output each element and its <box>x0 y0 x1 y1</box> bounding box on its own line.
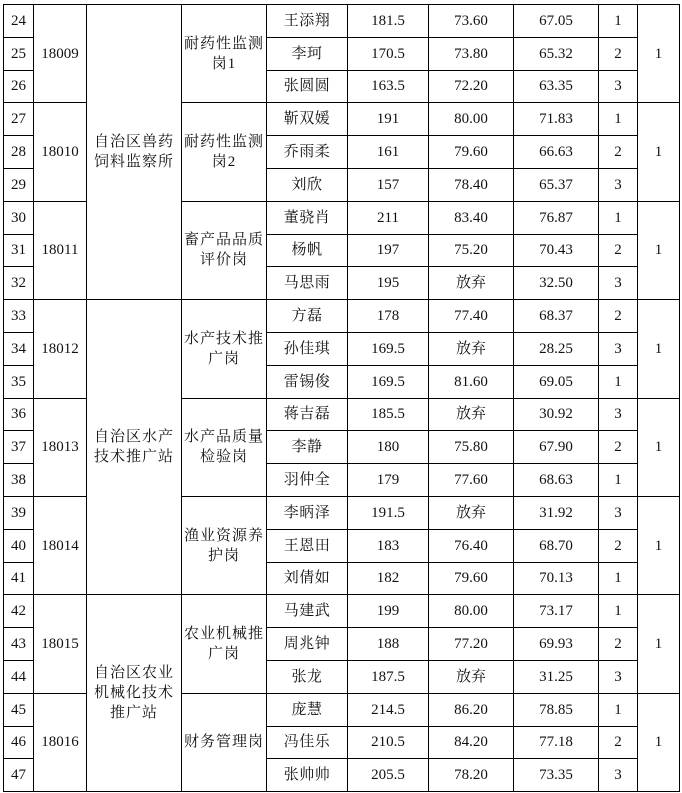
candidate-name-cell: 张帅帅 <box>267 759 348 792</box>
results-table <box>3 4 680 792</box>
interview-score-cell: 72.20 <box>429 70 514 103</box>
post-name-cell: 农业机械推广岗 <box>182 595 267 693</box>
interview-score-cell: 73.60 <box>429 5 514 38</box>
written-score-cell: 170.5 <box>348 37 429 70</box>
written-score-cell: 185.5 <box>348 398 429 431</box>
candidate-name-cell: 李昞泽 <box>267 496 348 529</box>
row-number-cell: 46 <box>4 726 34 759</box>
rank-cell: 3 <box>599 267 638 300</box>
interview-score-cell: 放弃 <box>429 267 514 300</box>
candidate-name-cell: 周兆钟 <box>267 628 348 661</box>
written-score-cell: 169.5 <box>348 365 429 398</box>
total-score-cell: 71.83 <box>514 103 599 136</box>
total-score-cell: 28.25 <box>514 332 599 365</box>
row-number-cell: 39 <box>4 496 34 529</box>
written-score-cell: 205.5 <box>348 759 429 792</box>
total-score-cell: 67.90 <box>514 431 599 464</box>
rank-cell: 3 <box>599 332 638 365</box>
candidate-name-cell: 李珂 <box>267 37 348 70</box>
written-score-cell: 163.5 <box>348 70 429 103</box>
post-name-cell: 耐药性监测岗1 <box>182 5 267 103</box>
written-score-cell: 178 <box>348 300 429 333</box>
interview-score-cell: 78.40 <box>429 168 514 201</box>
rank-cell: 1 <box>599 464 638 497</box>
interview-score-cell: 83.40 <box>429 201 514 234</box>
total-score-cell: 63.35 <box>514 70 599 103</box>
row-number-cell: 43 <box>4 628 34 661</box>
total-score-cell: 31.25 <box>514 660 599 693</box>
position-code-cell: 18012 <box>34 300 87 398</box>
post-name-cell: 渔业资源养护岗 <box>182 496 267 594</box>
interview-score-cell: 84.20 <box>429 726 514 759</box>
total-score-cell: 68.63 <box>514 464 599 497</box>
rank-cell: 3 <box>599 70 638 103</box>
interview-score-cell: 79.60 <box>429 562 514 595</box>
rank-cell: 3 <box>599 168 638 201</box>
row-number-cell: 44 <box>4 660 34 693</box>
row-number-cell: 38 <box>4 464 34 497</box>
total-score-cell: 69.05 <box>514 365 599 398</box>
written-score-cell: 195 <box>348 267 429 300</box>
quota-cell: 1 <box>638 5 680 103</box>
interview-score-cell: 75.20 <box>429 234 514 267</box>
candidate-name-cell: 蒋吉磊 <box>267 398 348 431</box>
total-score-cell: 73.17 <box>514 595 599 628</box>
candidate-name-cell: 马思雨 <box>267 267 348 300</box>
written-score-cell: 179 <box>348 464 429 497</box>
written-score-cell: 210.5 <box>348 726 429 759</box>
unit-name-cell: 自治区水产技术推广站 <box>87 300 182 595</box>
interview-score-cell: 77.20 <box>429 628 514 661</box>
candidate-name-cell: 杨帆 <box>267 234 348 267</box>
quota-cell: 1 <box>638 398 680 496</box>
interview-score-cell: 79.60 <box>429 136 514 169</box>
post-name-cell: 畜产品品质评价岗 <box>182 201 267 299</box>
candidate-name-cell: 乔雨柔 <box>267 136 348 169</box>
candidate-name-cell: 冯佳乐 <box>267 726 348 759</box>
row-number-cell: 29 <box>4 168 34 201</box>
interview-score-cell: 80.00 <box>429 595 514 628</box>
candidate-name-cell: 张圆圆 <box>267 70 348 103</box>
total-score-cell: 73.35 <box>514 759 599 792</box>
candidate-name-cell: 庞慧 <box>267 693 348 726</box>
candidate-name-cell: 张龙 <box>267 660 348 693</box>
written-score-cell: 187.5 <box>348 660 429 693</box>
post-name-cell: 水产技术推广岗 <box>182 300 267 398</box>
quota-cell: 1 <box>638 595 680 693</box>
interview-score-cell: 放弃 <box>429 398 514 431</box>
interview-score-cell: 80.00 <box>429 103 514 136</box>
position-code-cell: 18016 <box>34 693 87 791</box>
row-number-cell: 40 <box>4 529 34 562</box>
total-score-cell: 76.87 <box>514 201 599 234</box>
written-score-cell: 211 <box>348 201 429 234</box>
written-score-cell: 183 <box>348 529 429 562</box>
interview-score-cell: 77.40 <box>429 300 514 333</box>
total-score-cell: 30.92 <box>514 398 599 431</box>
row-number-cell: 28 <box>4 136 34 169</box>
written-score-cell: 191.5 <box>348 496 429 529</box>
total-score-cell: 66.63 <box>514 136 599 169</box>
total-score-cell: 31.92 <box>514 496 599 529</box>
row-number-cell: 45 <box>4 693 34 726</box>
quota-cell: 1 <box>638 201 680 299</box>
written-score-cell: 199 <box>348 595 429 628</box>
candidate-name-cell: 雷锡俊 <box>267 365 348 398</box>
quota-cell: 1 <box>638 693 680 791</box>
total-score-cell: 77.18 <box>514 726 599 759</box>
interview-score-cell: 76.40 <box>429 529 514 562</box>
unit-name-cell: 自治区兽药饲料监察所 <box>87 5 182 300</box>
quota-cell: 1 <box>638 496 680 594</box>
candidate-name-cell: 马建武 <box>267 595 348 628</box>
row-number-cell: 41 <box>4 562 34 595</box>
position-code-cell: 18010 <box>34 103 87 201</box>
rank-cell: 2 <box>599 234 638 267</box>
rank-cell: 2 <box>599 136 638 169</box>
unit-name-cell: 自治区农业机械化技术推广站 <box>87 595 182 792</box>
written-score-cell: 181.5 <box>348 5 429 38</box>
quota-cell: 1 <box>638 103 680 201</box>
candidate-name-cell: 方磊 <box>267 300 348 333</box>
row-number-cell: 36 <box>4 398 34 431</box>
rank-cell: 2 <box>599 300 638 333</box>
position-code-cell: 18013 <box>34 398 87 496</box>
interview-score-cell: 73.80 <box>429 37 514 70</box>
rank-cell: 2 <box>599 628 638 661</box>
interview-score-cell: 86.20 <box>429 693 514 726</box>
post-name-cell: 耐药性监测岗2 <box>182 103 267 201</box>
interview-score-cell: 78.20 <box>429 759 514 792</box>
interview-score-cell: 放弃 <box>429 660 514 693</box>
row-number-cell: 24 <box>4 5 34 38</box>
row-number-cell: 37 <box>4 431 34 464</box>
written-score-cell: 161 <box>348 136 429 169</box>
row-number-cell: 35 <box>4 365 34 398</box>
quota-cell: 1 <box>638 300 680 398</box>
total-score-cell: 67.05 <box>514 5 599 38</box>
total-score-cell: 70.13 <box>514 562 599 595</box>
written-score-cell: 157 <box>348 168 429 201</box>
total-score-cell: 65.32 <box>514 37 599 70</box>
rank-cell: 3 <box>599 660 638 693</box>
row-number-cell: 26 <box>4 70 34 103</box>
position-code-cell: 18015 <box>34 595 87 693</box>
total-score-cell: 69.93 <box>514 628 599 661</box>
interview-score-cell: 放弃 <box>429 496 514 529</box>
candidate-name-cell: 孙佳琪 <box>267 332 348 365</box>
rank-cell: 3 <box>599 398 638 431</box>
row-number-cell: 34 <box>4 332 34 365</box>
interview-score-cell: 放弃 <box>429 332 514 365</box>
written-score-cell: 182 <box>348 562 429 595</box>
row-number-cell: 33 <box>4 300 34 333</box>
rank-cell: 2 <box>599 37 638 70</box>
candidate-name-cell: 董骁肖 <box>267 201 348 234</box>
rank-cell: 1 <box>599 693 638 726</box>
rank-cell: 1 <box>599 201 638 234</box>
post-name-cell: 水产品质量检验岗 <box>182 398 267 496</box>
candidate-name-cell: 靳双媛 <box>267 103 348 136</box>
row-number-cell: 27 <box>4 103 34 136</box>
rank-cell: 1 <box>599 562 638 595</box>
row-number-cell: 32 <box>4 267 34 300</box>
interview-score-cell: 81.60 <box>429 365 514 398</box>
interview-score-cell: 77.60 <box>429 464 514 497</box>
row-number-cell: 31 <box>4 234 34 267</box>
total-score-cell: 65.37 <box>514 168 599 201</box>
candidate-name-cell: 王恩田 <box>267 529 348 562</box>
position-code-cell: 18011 <box>34 201 87 299</box>
candidate-name-cell: 王添翔 <box>267 5 348 38</box>
written-score-cell: 197 <box>348 234 429 267</box>
interview-score-cell: 75.80 <box>429 431 514 464</box>
row-number-cell: 30 <box>4 201 34 234</box>
post-name-cell: 财务管理岗 <box>182 693 267 791</box>
total-score-cell: 70.43 <box>514 234 599 267</box>
rank-cell: 3 <box>599 759 638 792</box>
candidate-name-cell: 李静 <box>267 431 348 464</box>
rank-cell: 1 <box>599 5 638 38</box>
written-score-cell: 191 <box>348 103 429 136</box>
table-row <box>4 595 680 628</box>
results-sheet <box>3 4 679 792</box>
rank-cell: 2 <box>599 431 638 464</box>
candidate-name-cell: 羽仲全 <box>267 464 348 497</box>
candidate-name-cell: 刘欣 <box>267 168 348 201</box>
total-score-cell: 68.37 <box>514 300 599 333</box>
row-number-cell: 42 <box>4 595 34 628</box>
total-score-cell: 68.70 <box>514 529 599 562</box>
row-number-cell: 47 <box>4 759 34 792</box>
table-row <box>4 5 680 38</box>
row-number-cell: 25 <box>4 37 34 70</box>
rank-cell: 1 <box>599 595 638 628</box>
written-score-cell: 214.5 <box>348 693 429 726</box>
total-score-cell: 78.85 <box>514 693 599 726</box>
table-row <box>4 300 680 333</box>
written-score-cell: 188 <box>348 628 429 661</box>
total-score-cell: 32.50 <box>514 267 599 300</box>
position-code-cell: 18014 <box>34 496 87 594</box>
written-score-cell: 180 <box>348 431 429 464</box>
rank-cell: 3 <box>599 496 638 529</box>
rank-cell: 1 <box>599 103 638 136</box>
candidate-name-cell: 刘倩如 <box>267 562 348 595</box>
rank-cell: 2 <box>599 726 638 759</box>
rank-cell: 1 <box>599 365 638 398</box>
written-score-cell: 169.5 <box>348 332 429 365</box>
position-code-cell: 18009 <box>34 5 87 103</box>
rank-cell: 2 <box>599 529 638 562</box>
